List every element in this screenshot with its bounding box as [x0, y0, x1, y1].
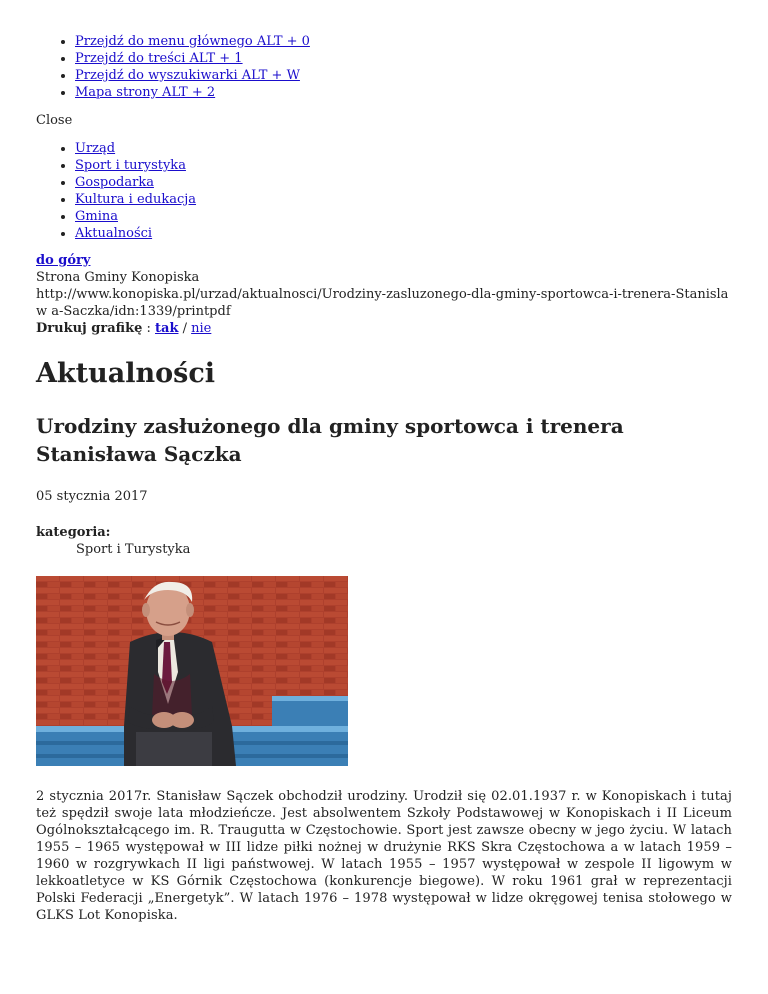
- skip-link-item: [75, 67, 732, 84]
- nav-link-gospodarka[interactable]: Gospodarka: [75, 175, 154, 190]
- nav-item: [75, 157, 732, 174]
- print-header: [36, 252, 732, 337]
- skip-to-content-link[interactable]: Przejdź do treści ALT + 1: [75, 51, 243, 66]
- nav-link-kultura[interactable]: Kultura i edukacja: [75, 192, 197, 207]
- skip-link-item: [75, 84, 732, 101]
- photo-illustration: [36, 576, 348, 766]
- sitemap-link[interactable]: Mapa strony ALT + 2: [75, 85, 216, 100]
- article-date: 05 stycznia 2017: [36, 489, 148, 504]
- article-photo: [36, 576, 348, 766]
- skip-to-menu-link[interactable]: Przejdź do menu głównego ALT + 0: [75, 34, 310, 49]
- article-title: Urodziny zasłużonego dla gminy sportowca i trenera Stanisława Sączka: [36, 414, 624, 466]
- print-graphics-no-link[interactable]: nie: [191, 321, 212, 336]
- print-graphics-label: Drukuj grafikę: [36, 321, 143, 336]
- skip-link-item: [75, 50, 732, 67]
- main-nav: [36, 140, 732, 242]
- section-title: Aktualności: [36, 358, 216, 389]
- nav-item: [75, 208, 732, 225]
- site-name: Strona Gminy Konopiska: [36, 270, 200, 285]
- print-url: http://www.konopiska.pl/urzad/aktualnosci/Urodziny-zasluzonego-dla-gminy-sportowca-i-trenera-Stanislaw a-Saczka/idn:1339/printpdf: [36, 287, 729, 319]
- nav-item: [75, 225, 732, 242]
- nav-link-gmina[interactable]: Gmina: [75, 209, 118, 224]
- nav-item: [75, 174, 732, 191]
- category-label: kategoria:: [36, 525, 111, 540]
- back-to-top-link[interactable]: do góry: [36, 253, 91, 268]
- nav-link-sport[interactable]: Sport i turystyka: [75, 158, 186, 173]
- print-graphics-slash: /: [178, 321, 192, 336]
- print-graphics-row: [36, 320, 732, 337]
- skip-links-list: [36, 33, 732, 101]
- nav-link-urzad[interactable]: Urząd: [75, 141, 116, 156]
- nav-item: [75, 191, 732, 208]
- article-body: 2 stycznia 2017r. Stanisław Sączek obchodził urodziny. Urodził się 02.01.1937 r. w Konopiskach i tutaj też spędził swoje lata młodzieńcze. Jest absolwentem Szkoły Podstawowej w Konopiskach i II Liceum Ogólnokształcącego im. R. Traugutta w Częstochowie. Sport jest zawsze obecny w jego życiu. W latach 1955 – 1965 występował w III lidze piłki nożnej w drużynie RKS Skra Częstochowa a w latach 1959 – 1960 w rozgrywkach II ligi państwowej. W latach 1955 – 1957 występował w zespole II ligowym w lekkoatletyce w KS Górnik Częstochowa (konkurencje biegowe). W roku 1961 grał w reprezentacji Polski Federacji „Energetyk”. W latach 1976 – 1978 występował w lidze okręgowej tenisa stołowego w GLKS Lot Konopiska.: [36, 789, 732, 923]
- close-button[interactable]: Close: [36, 113, 73, 128]
- nav-item: [75, 140, 732, 157]
- skip-to-search-link[interactable]: Przejdź do wyszukiwarki ALT + W: [75, 68, 300, 83]
- print-graphics-yes-link[interactable]: tak: [155, 321, 179, 336]
- print-graphics-separator: :: [142, 321, 156, 336]
- skip-link-item: [75, 33, 732, 50]
- category-value: Sport i Turystyka: [76, 542, 191, 557]
- nav-link-aktualnosci[interactable]: Aktualności: [75, 226, 153, 241]
